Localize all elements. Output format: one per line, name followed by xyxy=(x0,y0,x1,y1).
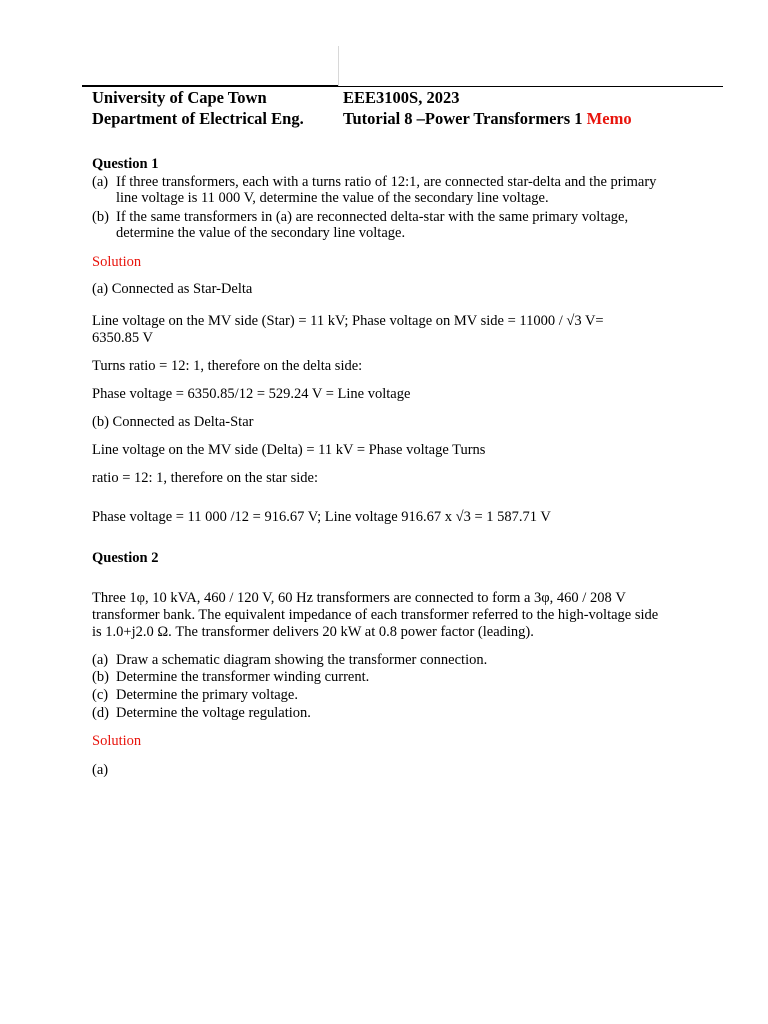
solution-a-line-3: Turns ratio = 12: 1, therefore on the delta side: xyxy=(92,358,363,374)
solution-a-line-4: Phase voltage = 6350.85/12 = 529.24 V = Line voltage xyxy=(92,386,411,402)
part-label: (b) xyxy=(92,669,109,685)
part-line: If the same transformers in (a) are reconnected delta-star with the same primary voltage, xyxy=(116,209,629,225)
solution-b-line-3: Phase voltage = 11 000 /12 = 916.67 V; Line voltage 916.67 x √3 = 1 587.71 V xyxy=(92,509,551,525)
part-text: Draw a schematic diagram showing the transformer connection. xyxy=(116,652,488,668)
department-name: Department of Electrical Eng. xyxy=(92,109,304,128)
part-label: (a) xyxy=(92,652,109,668)
question-2-solution-a: (a) xyxy=(92,762,109,778)
solution-a-line-1: Line voltage on the MV side (Star) = 11 kV; Phase voltage on MV side = 11000 / √3 V= xyxy=(92,313,604,329)
part-line: determine the value of the secondary line voltage. xyxy=(116,225,406,241)
question-1-solution-label: Solution xyxy=(92,254,142,270)
question-1-title: Question 1 xyxy=(92,156,159,172)
header-rule-left xyxy=(82,85,339,87)
question-2-title: Question 2 xyxy=(92,550,159,566)
part-text: Determine the voltage regulation. xyxy=(116,705,311,721)
header-divider xyxy=(338,46,339,86)
solution-b-heading: (b) Connected as Delta-Star xyxy=(92,414,254,430)
part-text: Determine the transformer winding current. xyxy=(116,669,370,685)
question-2-intro-line-2: transformer bank. The equivalent impedance of each transformer referred to the high-voltage side xyxy=(92,607,659,623)
header-rule-right xyxy=(339,86,723,87)
solution-b-line-2: ratio = 12: 1, therefore on the star side: xyxy=(92,470,319,486)
memo-label: Memo xyxy=(586,109,632,128)
part-label: (b) xyxy=(92,209,109,225)
solution-a-heading: (a) Connected as Star-Delta xyxy=(92,281,253,297)
part-label: (c) xyxy=(92,687,109,703)
part-text: Determine the primary voltage. xyxy=(116,687,298,703)
solution-b-line-1: Line voltage on the MV side (Delta) = 11 kV = Phase voltage Turns xyxy=(92,442,486,458)
course-code: EEE3100S, 2023 xyxy=(343,88,460,107)
part-label: (a) xyxy=(92,174,109,190)
question-2-solution-label: Solution xyxy=(92,733,142,749)
part-line: If three transformers, each with a turns ratio of 12:1, are connected star-delta and the primary xyxy=(116,174,657,190)
tutorial-name: Tutorial 8 –Power Transformers 1 xyxy=(343,109,583,128)
part-label: (d) xyxy=(92,705,109,721)
solution-a-line-2: 6350.85 V xyxy=(92,330,153,346)
part-line: line voltage is 11 000 V, determine the value of the secondary line voltage. xyxy=(116,190,549,206)
question-2-intro-line-1: Three 1φ, 10 kVA, 460 / 120 V, 60 Hz transformers are connected to form a 3φ, 460 / 208 V xyxy=(92,590,626,606)
question-2-intro-line-3: is 1.0+j2.0 Ω. The transformer delivers 20 kW at 0.8 power factor (leading). xyxy=(92,624,534,640)
tutorial-title xyxy=(343,109,632,129)
university-name: University of Cape Town xyxy=(92,88,267,107)
